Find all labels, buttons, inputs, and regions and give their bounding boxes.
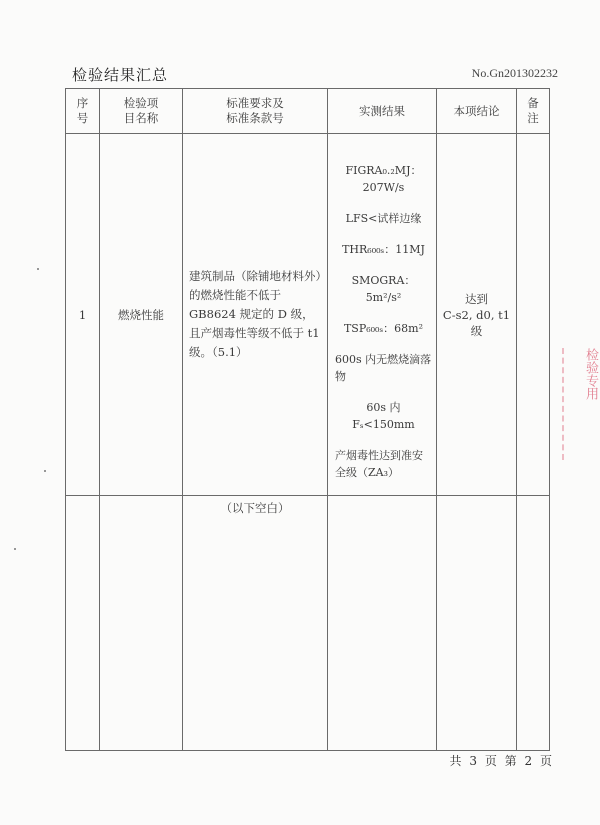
scan-speck [37,268,39,270]
seal-stamp: 检验专用 [562,348,600,460]
page-title: 检验结果汇总 [72,66,169,84]
blank-cell-no [66,496,100,751]
header-remark: 备 注 [517,89,550,134]
cell-item: 燃烧性能 [100,134,183,496]
result-lfs: LFS<试样边缘 [345,212,422,225]
page-footer: 共 3 页 第 2 页 [449,754,552,768]
blank-note: （以下空白） [183,496,328,751]
blank-row [66,496,550,751]
cell-standard: 建筑制品（除铺地材料外）的燃烧性能不低于 GB8624 规定的 D 级，且产烟毒性等级不低于 t1 级。（5.1） [183,134,328,496]
results-table [65,88,550,751]
scan-speck [14,548,16,550]
blank-cell-item [100,496,183,751]
document-number: No.Gn201302232 [471,66,558,80]
cell-results [328,134,437,496]
result-figra: FIGRA₀.₂MJ：207W/s [345,164,422,194]
result-flame-spread: 60s 内 Fₛ<150mm [352,401,415,431]
header-result: 实测结果 [328,89,437,134]
header-item: 检验项 目名称 [100,89,183,134]
result-droplets: 600s 内无燃烧滴落物 [335,353,432,383]
table-row [66,134,550,496]
cell-conclusion: 达到 C-s2, d0, t1 级 [437,134,517,496]
cell-no: 1 [66,134,100,496]
scan-speck [44,470,46,472]
header-conclusion: 本项结论 [437,89,517,134]
result-smogra: SMOGRA：5m²/s² [351,274,416,304]
result-tsp: TSP₆₀₀ₛ：68m² [343,322,424,335]
result-toxicity: 产烟毒性达到准安全级（ZA₃） [335,449,423,479]
blank-cell-result [328,496,437,751]
blank-cell-remark [517,496,550,751]
cell-remark [517,134,550,496]
blank-cell-conclusion [437,496,517,751]
header-no: 序 号 [66,89,100,134]
table-header-row [66,89,550,134]
header-standard: 标准要求及 标准条款号 [183,89,328,134]
result-thr: THR₆₀₀ₛ：11MJ [342,243,425,256]
